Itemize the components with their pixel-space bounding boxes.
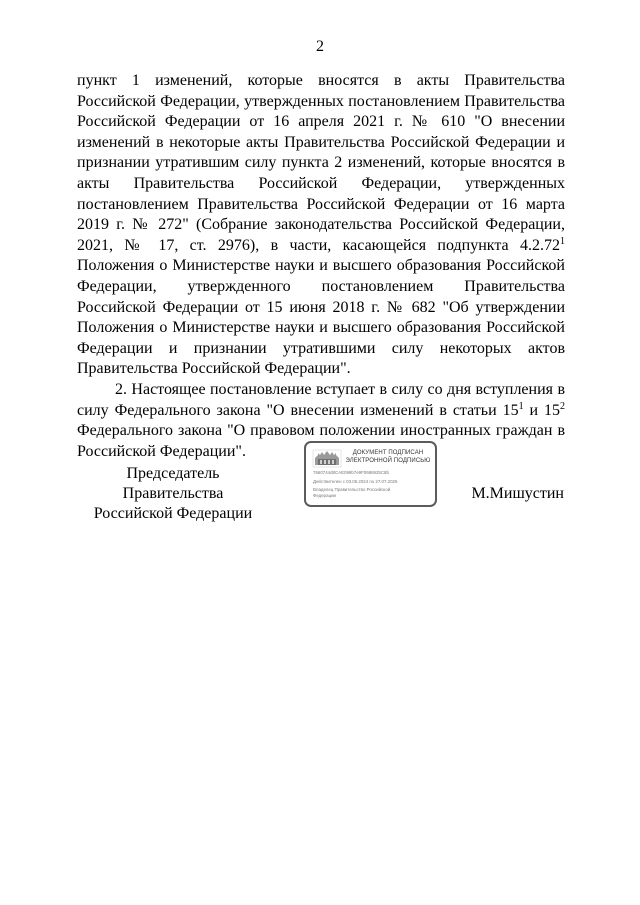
signer-name: М.Мишустин	[471, 485, 564, 502]
stamp-owner-line-2: Федерации	[313, 493, 336, 498]
paragraph-1	[77, 71, 565, 380]
stamp-title-line-1: ДОКУМЕНТ ПОДПИСАН	[352, 450, 424, 456]
stamp-title	[342, 449, 434, 465]
paragraph-2-text-2: и 15	[523, 401, 561, 419]
state-emblem-icon	[312, 448, 342, 468]
paragraph-1-text-2: Положения о Министерстве науки и высшего образования Российской Федерации, утвержденного постановлением Правительства Российской Федерации от 15 июня 2018 г. № 682 "Об утверждении Положения о Министерстве науки и высшего образования Российской Федерации и признании утратившими силу некоторых актов Правительства Российской Федерации".	[77, 257, 565, 378]
document-body	[77, 71, 565, 462]
paragraph-1-text-1: пункт 1 изменений, которые вносятся в акты Правительства Российской Федерации, утвержденных постановлением Правительства Российской Федерации от 16 апреля 2021 г. № 610 "О внесении изменений в некоторые акты Правительства Российской Федерации и признании утратившим силу пункта 2 изменений, которые вносятся в акты Правительства Российской Федерации, утвержденных постановлением Правительства Российской Федерации от 16 марта 2019 г. № 272" (Собрание законодательства Российской Федерации, 2021, № 17, ст. 2976), в части, касающейся подпункта 4.2.72	[77, 72, 565, 254]
superscript-1: 1	[518, 400, 524, 412]
stamp-validity: Действителен с 03.05.2024 по 27.07.2025	[313, 479, 398, 484]
stamp-certificate: 7660744d8CAE099b7e9F0686925C8b	[313, 470, 389, 475]
stamp-title-line-2: ЭЛЕКТРОННОЙ ПОДПИСЬЮ	[345, 458, 431, 464]
paragraph-2-text-3: Федерального закона "О правовом положении иностранных граждан в Российской Федерации".	[77, 422, 565, 460]
paragraph-2-text-1: 2. Настоящее постановление вступает в силу со дня вступления в силу Федерального закона "О внесении изменений в статьи 15	[77, 380, 565, 419]
superscript-2: 2	[560, 400, 566, 412]
signer-title-line-2: Российской Федерации	[93, 505, 253, 522]
superscript-1: 1	[560, 235, 565, 247]
signer-title	[78, 464, 268, 524]
stamp-owner-line-1: Владелец Правительство Российской	[313, 487, 391, 492]
signer-title-line-1: Председатель Правительства	[122, 465, 224, 502]
page-number: 2	[316, 38, 324, 55]
electronic-signature-stamp	[304, 441, 437, 507]
